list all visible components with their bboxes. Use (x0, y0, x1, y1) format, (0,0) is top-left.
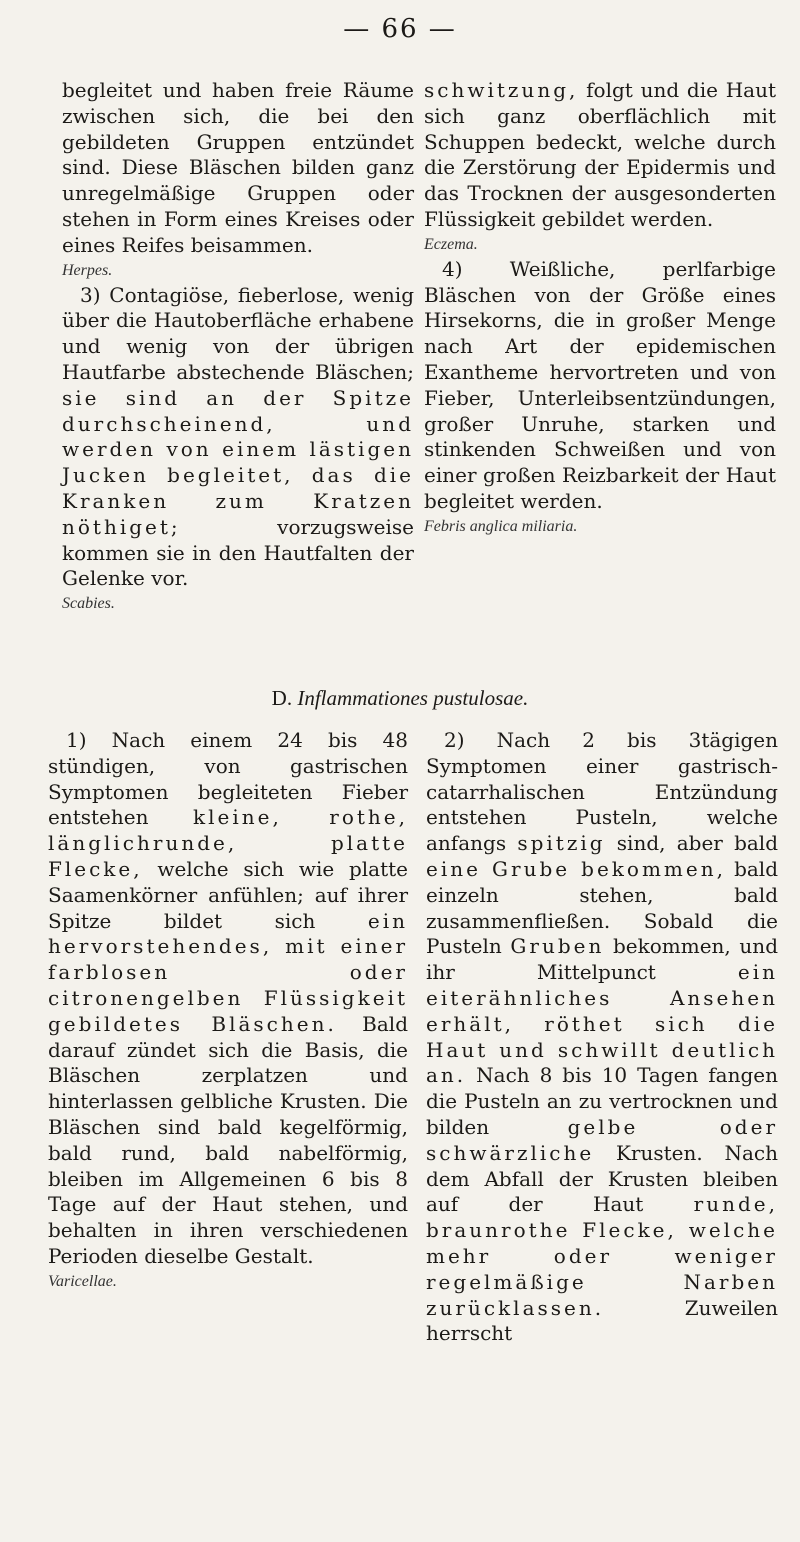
variola-text-d: eine Grube bekommen, (426, 856, 726, 881)
paragraph-scabies (62, 283, 414, 593)
right-column-top (424, 78, 776, 539)
paragraph-varicellae (48, 728, 408, 1270)
variola-text-e: bald einzeln stehen, bald zusammenfließen. Sobald die Pusteln (426, 856, 779, 959)
scabies-text-c: vorzugsweise kommen sie in den Hautfalten der Gelenke vor. (62, 514, 414, 591)
variola-text-h: ein eiterähnliches Ansehen erhält, röthet sich die Haut und schwillt deutlich an. (426, 960, 778, 1088)
variola-text-m: Zuweilen herrscht (426, 1295, 778, 1346)
variola-text-f: Gruben (510, 934, 605, 959)
eczema-text-a: schwitzung, (424, 78, 579, 102)
section-title: Inflammationes pustulosae. (297, 686, 529, 710)
section-heading (0, 686, 800, 711)
variola-text-k: Krusten. Nach dem Abfall der Krusten bleiben auf der Haut (426, 1140, 778, 1217)
left-column-bottom (48, 728, 408, 1294)
variola-text-g: bekommen, und ihr Mittelpunct (426, 934, 778, 985)
varicellae-text-a: 1) Nach einem 24 bis 48 stündigen, von gastrischen Symptomen begleiteten Fieber entstehen (48, 728, 408, 830)
variola-text-l: runde, braunrothe Flecke, welche mehr oder weniger regelmäßige Narben zurücklassen. (426, 1192, 778, 1320)
varicellae-text-b: kleine, rothe, länglichrunde, platte Flecke, (48, 805, 408, 881)
eczema-text-b: folgt und die Haut sich ganz oberflächlich mit Schuppen bedeckt, welche durch die Zerstörung der Epidermis und das Trocknen der ausgesonderten Flüssigkeit gebildet werden. (424, 78, 777, 231)
variola-text-c: sind, aber bald (616, 831, 779, 856)
varicellae-text-c: welche sich wie platte Saamenkörner anfühlen; auf ihrer Spitze bildet sich (48, 856, 409, 933)
variola-text-i: Nach 8 bis 10 Tagen fangen die Pusteln an zu vertrocknen und bilden (426, 1063, 779, 1139)
varicellae-text-e: Bald darauf zündet sich die Basis, die Bläschen zerplatzen und hinterlassen gelbliche Krusten. Die Bläschen sind bald kegelförmig, bald rund, bald nabelförmig, bleiben im Allgemeinen 6 bis 8 Tage auf der Haut stehen, und behalten in ihren verschiedenen Perioden dieselbe Gestalt. (48, 1011, 408, 1268)
paragraph-eczema (424, 78, 776, 233)
right-column-bottom (426, 728, 778, 1347)
variola-text-j: gelbe oder schwärzliche (426, 1114, 778, 1165)
paragraph-herpes: begleitet und haben freie Räume zwischen sich, die bei den gebildeten Gruppen entzündet sind. Diese Bläschen bilden ganz unregelmäßige Gruppen oder stehen in Form eines Kreises oder eines Reifes beisammen. (62, 78, 414, 257)
page-number: — 66 — (343, 14, 457, 44)
paragraph-miliaria: 4) Weißliche, perlfarbige Bläschen von der Größe eines Hirsekorns, die in großer Menge nach Art der epidemischen Exantheme hervortreten und von Fieber, Unterleibsentzündungen, großer Unruhe, starken und stinkenden Schweißen und von einer großen Reizbarkeit der Haut begleitet werden. (424, 256, 776, 513)
label-scabies: Scabies. (62, 595, 115, 613)
label-miliaria: Febris anglica miliaria. (424, 517, 578, 535)
varicellae-text-d: ein hervorstehendes, mit einer farblosen oder citronengelben Flüssigkeit gebildetes Bläschen. (48, 908, 408, 1036)
left-column-top (62, 78, 414, 616)
scabies-text-b: sie sind an der Spitze durchscheinend, und werden von einem lästigen Jucken begleitet, das die Kranken zum Kratzen nöthiget; (62, 385, 414, 539)
label-varicellae: Varicellae. (48, 1272, 117, 1290)
scabies-text-a: 3) Contagiöse, fieberlose, wenig über die Hautoberfläche erhabene und wenig von der übrigen Hautfarbe abstechende Bläschen; (62, 282, 414, 384)
variola-text-b: spitzig (517, 831, 606, 856)
label-eczema: Eczema. (424, 235, 478, 253)
section-letter: D. (271, 686, 293, 710)
variola-text-a: 2) Nach 2 bis 3tägigen Symptomen einer gastrisch-catarrhalischen Entzündung entstehen Pusteln, welche anfangs (426, 728, 778, 856)
label-herpes: Herpes. (62, 261, 113, 279)
paragraph-variola (426, 728, 778, 1347)
